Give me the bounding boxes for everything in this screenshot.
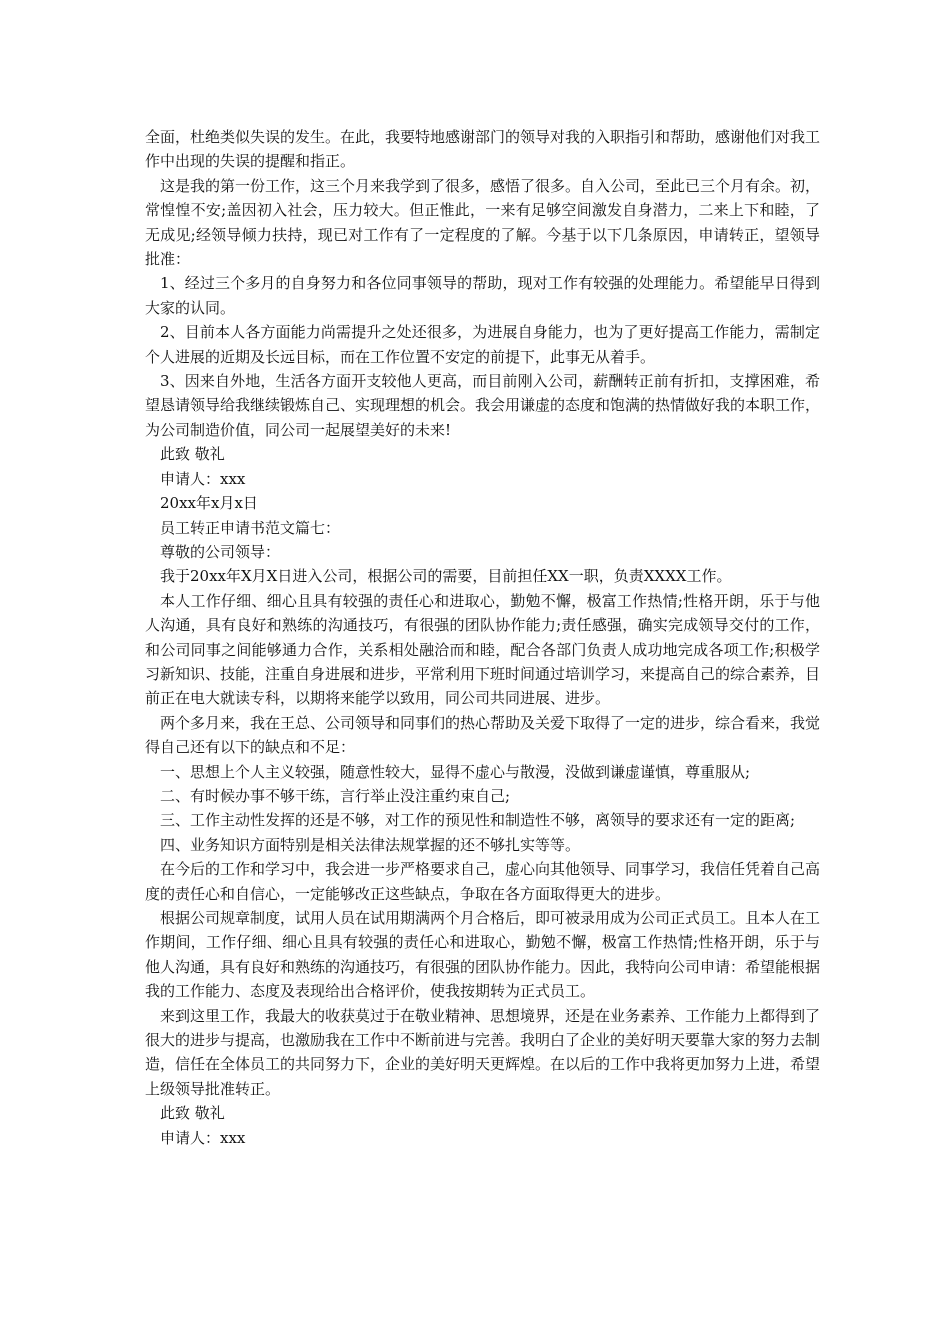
paragraph: 来到这里工作，我最大的收获莫过于在敬业精神、思想境界，还是在业务素养、工作能力上都得到了很大的进步与提高，也激励我在工作中不断前进与完善。我明白了企业的美好明天要靠大家的努力去制造，信任在全体员工的共同努力下，企业的美好明天更辉煌。在以后的工作中我将更加努力上进，希望上级领导批准转正。: [145, 1006, 821, 1098]
paragraph: 本人工作仔细、细心且具有较强的责任心和进取心，勤勉不懈，极富工作热情;性格开朗，乐于与他人沟通，具有良好和熟练的沟通技巧，有很强的团队协作能力;责任感强，确实完成领导交付的工作，和公司同事之间能够通力合作，关系相处融洽而和睦，配合各部门负责人成功地完成各项工作;积极学习新知识、技能，注重自身进展和进步，平常利用下班时间通过培训学习，来提高自己的综合素养，目前正在电大就读专科，以期将来能学以致用，同公司共同进展、进步。: [145, 591, 821, 708]
applicant-line: 申请人：xxx: [160, 1128, 246, 1147]
paragraph: 1、经过三个多月的自身努力和各位同事领导的帮助，现对工作有较强的处理能力。希望能早日得到大家的认同。: [145, 274, 820, 317]
paragraph: 这是我的第一份工作，这三个月来我学到了很多，感悟了很多。自入公司，至此已三个月有余。初，常惶惶不安;盖因初入社会，压力较大。但正惟此，一来有足够空间激发自身潜力，二来上下和睦，了无成见;经领导倾力扶持，现已对工作有了一定程度的了解。今基于以下几条原因，申请转正，望领导批准：: [145, 176, 821, 269]
date-line: 20xx年x月x日: [160, 494, 258, 513]
list-item: 三、工作主动性发挥的还是不够，对工作的预见性和制造性不够，离领导的要求还有一定的距离;: [160, 811, 796, 830]
paragraph: 全面，杜绝类似失误的发生。在此，我要特地感谢部门的领导对我的入职指引和帮助，感谢他们对我工作中出现的失误的提醒和指正。: [145, 128, 821, 171]
list-item: 一、思想上个人主义较强，随意性较大，显得不虚心与散漫，没做到谦虚谨慎，尊重服从;: [160, 762, 751, 781]
section-heading: 员工转正申请书范文篇七：: [160, 518, 341, 537]
paragraph: 根据公司规章制度，试用人员在试用期满两个月合格后，即可被录用成为公司正式员工。且本人在工作期间，工作仔细、细心且具有较强的责任心和进取心，勤勉不懈，极富工作热情;性格开朗，乐于与他人沟通，具有良好和熟练的沟通技巧，有很强的团队协作能力。因此，我特向公司申请：希望能根据我的工作能力、态度及表现给出合格评价，使我按期转为正式员工。: [145, 909, 821, 1001]
list-item: 二、有时候办事不够干练，言行举止没注重约束自己;: [160, 786, 511, 805]
paragraph: 我于20xx年X月X日进入公司，根据公司的需要，目前担任XX一职，负责XXXX工作。: [160, 567, 732, 586]
paragraph: 2、目前本人各方面能力尚需提升之处还很多，为进展自身能力，也为了更好提高工作能力，需制定个人进展的近期及长远目标，而在工作位置不安定的前提下，此事无从着手。: [145, 323, 820, 366]
list-item: 四、业务知识方面特别是相关法律法规掌握的还不够扎实等等。: [160, 835, 581, 854]
paragraph: 两个多月来，我在王总、公司领导和同事们的热心帮助及关爱下取得了一定的进步，综合看来，我觉得自己还有以下的缺点和不足：: [145, 713, 821, 757]
applicant-line: 申请人：xxx: [160, 469, 246, 488]
closing-salutation: 此致 敬礼: [160, 445, 225, 464]
paragraph: 3、因来自外地，生活各方面开支较他人更高，而目前刚入公司，薪酬转正前有折扣，支撑困难，希望恳请领导给我继续锻炼自己、实现理想的机会。我会用谦虚的态度和饱满的热情做好我的本职工作，为公司制造价值，同公司一起展望美好的未来!: [145, 372, 821, 439]
greeting: 尊敬的公司领导：: [160, 542, 281, 561]
closing-salutation: 此致 敬礼: [160, 1104, 225, 1123]
document-body: [145, 125, 820, 1150]
paragraph: 在今后的工作和学习中，我会进一步严格要求自己，虚心向其他领导、同事学习，我信任凭着自己高度的责任心和自信心，一定能够改正这些缺点，争取在各方面取得更大的进步。: [145, 860, 821, 903]
